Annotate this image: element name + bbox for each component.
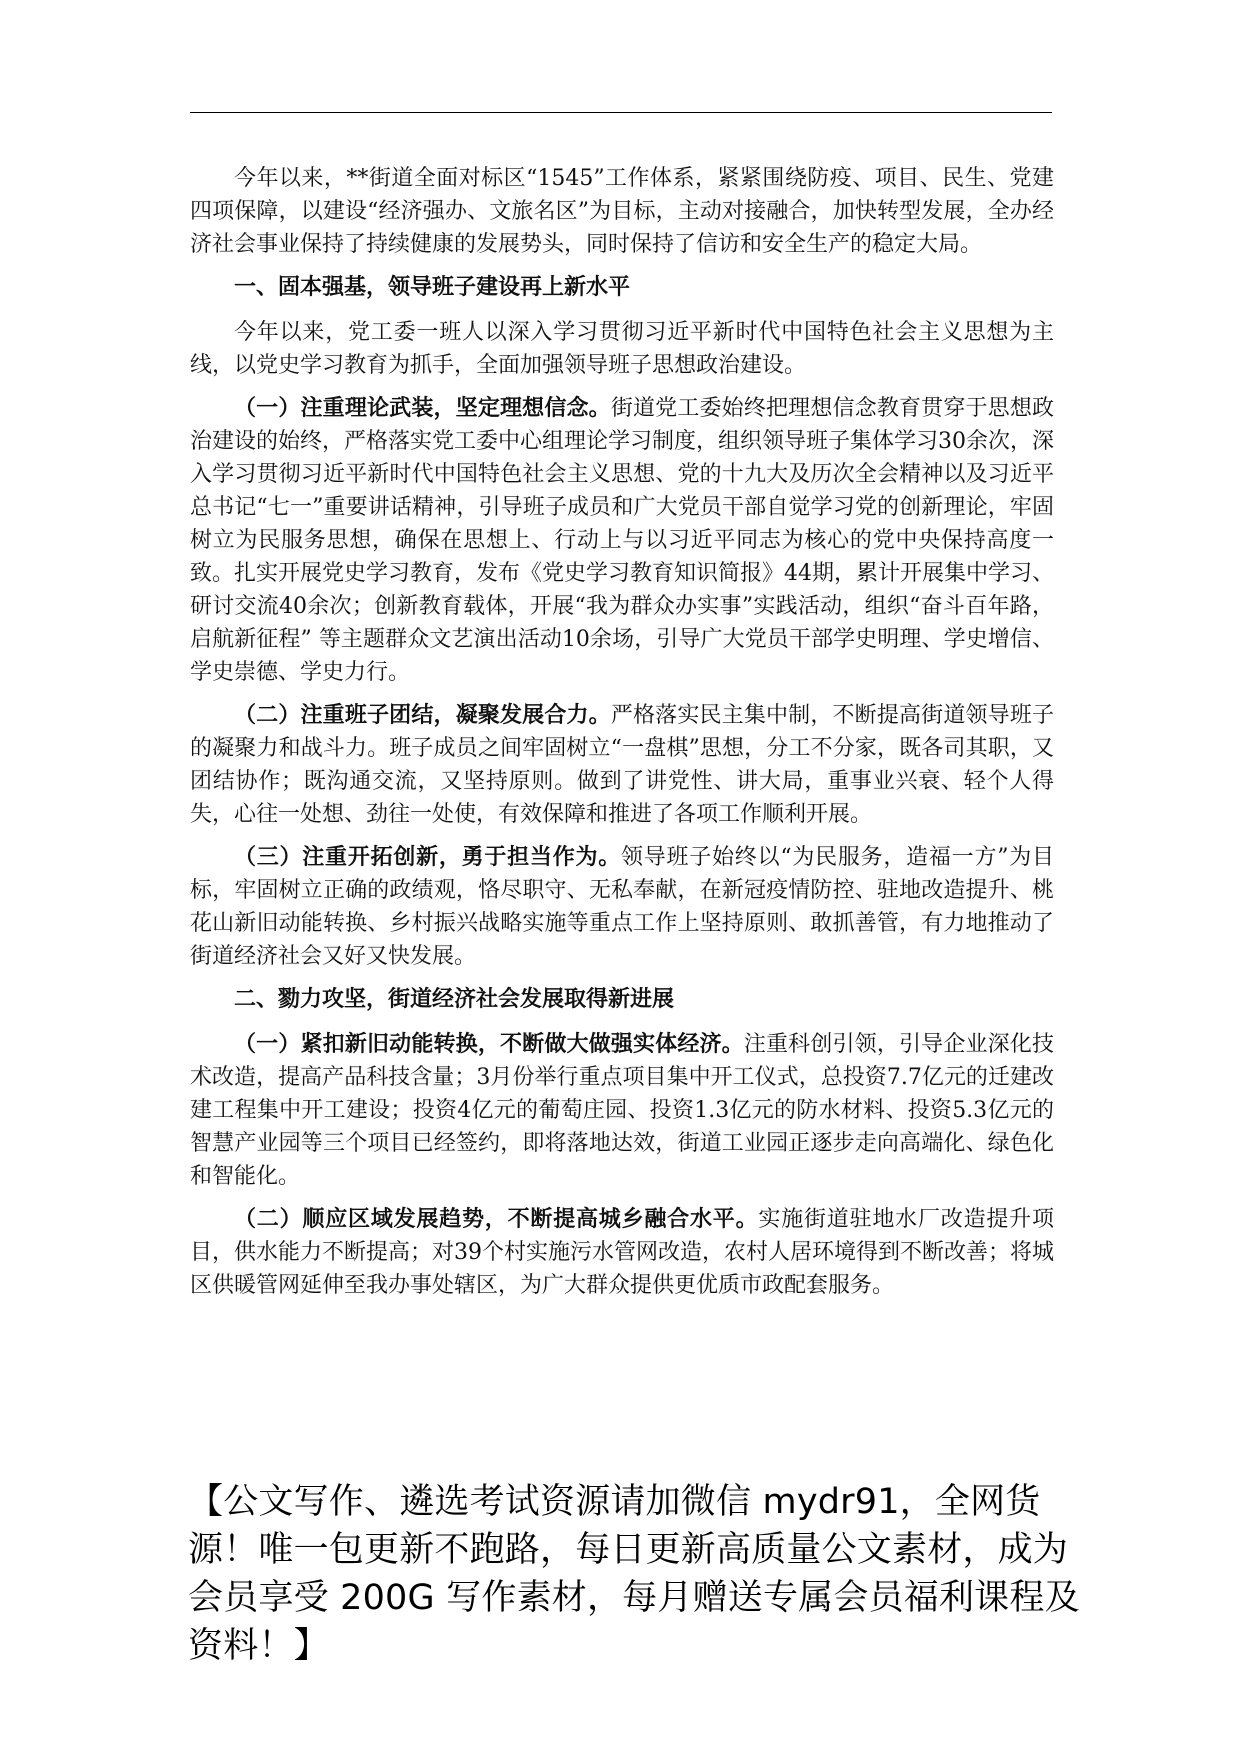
item-text: 严格落实民主集中制，不断提高街道领导班子的凝聚力和战斗力。班子成员之间牢固树立“一盘棋”思想，分工不分家，既各司其职，又团结协作；既沟通交流，又坚持原则。做到了讲党性、讲大局，重事业兴衰、轻个人得失，心往一处想、劲往一处使，有效保障和推进了各项工作顺利开展。: [190, 703, 1054, 827]
document-body: [190, 162, 1054, 1312]
intro-paragraph: 今年以来，**街道全面对标区“1545”工作体系，紧紧围绕防疫、项目、民生、党建四项保障，以建设“经济强办、文旅名区”为目标，主动对接融合，加快转型发展，全办经济社会事业保持了持续健康的发展势头，同时保持了信访和安全生产的稳定大局。: [190, 166, 1054, 257]
item-lead: （一）紧扣新旧动能转换，不断做大做强实体经济。: [234, 1031, 744, 1057]
section-1-item-2: [190, 699, 1054, 831]
item-lead: （二）注重班子团结，凝聚发展合力。: [234, 702, 611, 728]
section-2-item-2: [190, 1203, 1054, 1302]
section-2-heading: 二、勠力攻坚，街道经济社会发展取得新进展: [234, 986, 675, 1012]
item-text: 领导班子始终以“为民服务，造福一方”为目标，牢固树立正确的政绩观，恪尽职守、无私奉献，在新冠疫情防控、驻地改造提升、桃花山新旧动能转换、乡村振兴战略实施等重点工作上坚持原则、敢抓善管，有力地推动了街道经济社会又好又快发展。: [190, 845, 1054, 969]
section-1-heading: 一、固本强基，领导班子建设再上新水平: [234, 274, 631, 300]
section-2-item-1: [190, 1028, 1054, 1193]
section-1-intro: 今年以来，党工委一班人以深入学习贯彻习近平新时代中国特色社会主义思想为主线，以党史学习教育为抓手，全面加强领导班子思想政治建设。: [190, 320, 1054, 378]
section-1-item-3: [190, 841, 1054, 973]
item-text: 实施街道驻地水厂改造提升项目，供水能力不断提高；对39个村实施污水管网改造，农村人居环境得到不断改善；将城区供暖管网延伸至我办事处辖区，为广大群众提供更优质市政配套服务。: [190, 1207, 1054, 1298]
item-lead: （三）注重开拓创新，勇于担当作为。: [234, 844, 621, 870]
item-lead: （二）顺应区域发展趋势，不断提高城乡融合水平。: [234, 1206, 759, 1232]
promo-banner: 【公文写作、遴选考试资源请加微信 mydr91，全网货源！唯一包更新不跑路，每日更新高质量公文素材，成为会员享受 200G 写作素材，每月赠送专属会员福利课程及资料！】: [188, 1482, 1080, 1666]
item-text: 注重科创引领，引导企业深化技术改造，提高产品科技含量；3月份举行重点项目集中开工仪式，总投资7.7亿元的迁建改建工程集中开工建设；投资4亿元的葡萄庄园、投资1.3亿元的防水材料、投资5.3亿元的智慧产业园等三个项目已经签约，即将落地达效，街道工业园正逐步走向高端化、绿色化和智能化。: [190, 1032, 1054, 1189]
section-1-item-1: [190, 392, 1054, 689]
header-rule: [190, 112, 1052, 113]
item-lead: （一）注重理论武装，坚定理想信念。: [234, 395, 611, 421]
item-text: 街道党工委始终把理想信念教育贯穿于思想政治建设的始终，严格落实党工委中心组理论学习制度，组织领导班子集体学习30余次，深入学习贯彻习近平新时代中国特色社会主义思想、党的十九大及历次全会精神以及习近平总书记“七一”重要讲话精神，引导班子成员和广大党员干部自觉学习党的创新理论，牢固树立为民服务思想，确保在思想上、行动上与以习近平同志为核心的党中央保持高度一致。扎实开展党史学习教育，发布《党史学习教育知识简报》44期，累计开展集中学习、研讨交流40余次；创新教育载体，开展“我为群众办实事”实践活动，组织“奋斗百年路，启航新征程” 等主题群众文艺演出活动10余场，引导广大党员干部学史明理、学史增信、学史崇德、学史力行。: [190, 396, 1054, 685]
